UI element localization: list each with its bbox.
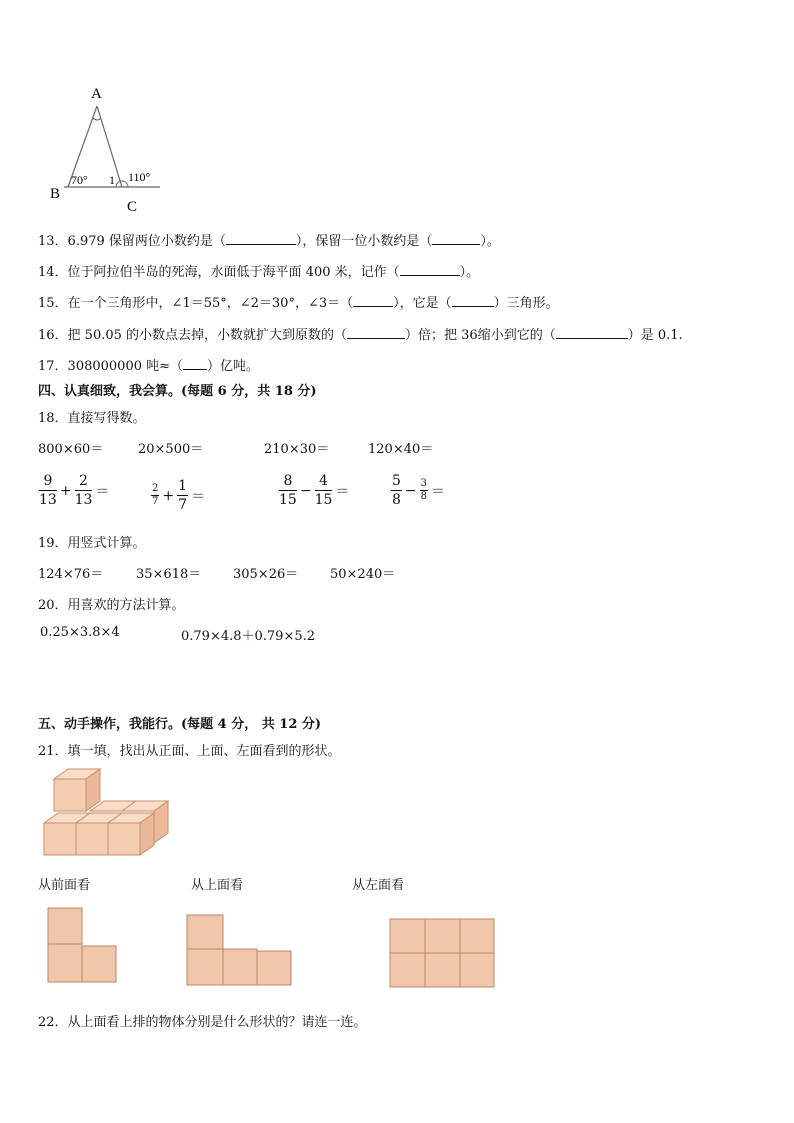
vertex-label-b: B	[50, 186, 61, 202]
section-5-title: 五、动手操作，我能行。(每题 4 分， 共 12 分)	[38, 717, 322, 732]
fraction-expression-2: $\frac{2}{7}$ + $\frac{1}{7}$ ＝	[152, 478, 206, 513]
answer-blank[interactable]	[347, 326, 405, 339]
vertex-label-a: A	[91, 86, 102, 102]
question-19-title: 19．用竖式计算。	[38, 536, 146, 551]
top-view-label: 从上面看	[191, 878, 244, 893]
front-view-shape	[46, 906, 120, 986]
left-view-shape	[388, 917, 498, 989]
question-21-title: 21．填一填，找出从正面、上面、左面看到的形状。	[38, 744, 341, 759]
question-15: 15．在一个三角形中，∠1＝55°，∠2＝30°，∠3＝（ ），它是（ ）三角形。	[38, 296, 559, 311]
answer-blank[interactable]	[183, 357, 207, 370]
front-view-label: 从前面看	[38, 878, 91, 893]
question-number: 16．	[38, 328, 68, 343]
question-16: 16．把 50.05 的小数点去掉，小数就扩大到原数的（ ）倍；把 36缩小到它的（ ）是 0.1.	[38, 328, 683, 343]
fraction-expression-3: $\frac{8}{15}$ − $\frac{4}{15}$ ＝	[279, 473, 350, 508]
cube-arrangement-figure	[40, 765, 175, 860]
vertex-label-c: C	[127, 199, 138, 215]
question-number: 15．	[38, 296, 68, 311]
angle-b-label: 70°	[71, 173, 88, 187]
q20-item-2: 0.79×4.8＋0.79×5.2	[181, 629, 316, 644]
fraction-expression-4: $\frac{5}{8}$ − $\frac{3}{8}$ ＝	[392, 473, 446, 508]
question-number: 21．	[38, 744, 68, 759]
q18-item-1: 800×60＝	[38, 442, 104, 457]
q20-item-1: 0.25×3.8×4	[40, 625, 120, 640]
answer-blank[interactable]	[432, 232, 480, 245]
answer-blank[interactable]	[226, 232, 296, 245]
angle-arc-a	[93, 118, 101, 120]
question-13: 13．6.979 保留两位小数约是（ ），保留一位小数约是（ ）。	[38, 234, 500, 249]
q19-item-3: 305×26＝	[233, 567, 299, 582]
left-view-label: 从左面看	[352, 878, 405, 893]
question-14: 14．位于阿拉伯半岛的死海，水面低于海平面 400 米，记作（ ）。	[38, 265, 480, 280]
q18-item-3: 210×30＝	[264, 442, 330, 457]
question-18-title: 18．直接写得数。	[38, 411, 146, 426]
q19-item-1: 124×76＝	[38, 567, 104, 582]
top-view-shape	[185, 913, 295, 989]
question-number: 14．	[38, 265, 68, 280]
q18-item-4: 120×40＝	[368, 442, 434, 457]
answer-blank[interactable]	[556, 326, 628, 339]
question-number: 22．	[38, 1015, 68, 1030]
angle-exterior-label: 110°	[128, 170, 151, 184]
question-number: 18．	[38, 411, 68, 426]
answer-blank[interactable]	[452, 294, 494, 307]
question-20-title: 20．用喜欢的方法计算。	[38, 598, 185, 613]
q19-item-4: 50×240＝	[330, 567, 396, 582]
triangle-figure	[40, 80, 180, 215]
fraction-expression-1: $\frac{9}{13}$ + $\frac{2}{13}$ ＝	[39, 473, 110, 508]
question-number: 19．	[38, 536, 68, 551]
question-number: 20．	[38, 598, 68, 613]
answer-blank[interactable]	[353, 294, 393, 307]
angle-1-label: 1	[109, 173, 115, 187]
question-number: 17．	[38, 359, 68, 374]
section-4-title: 四、认真细致，我会算。(每题 6 分，共 18 分)	[38, 384, 317, 399]
question-22-title: 22．从上面看上排的物体分别是什么形状的？请连一连。	[38, 1015, 367, 1030]
answer-blank[interactable]	[400, 263, 460, 276]
question-number: 13．	[38, 234, 68, 249]
question-17: 17．308000000 吨≈（ ）亿吨。	[38, 359, 260, 374]
q19-item-2: 35×618＝	[136, 567, 202, 582]
q18-item-2: 20×500＝	[138, 442, 204, 457]
